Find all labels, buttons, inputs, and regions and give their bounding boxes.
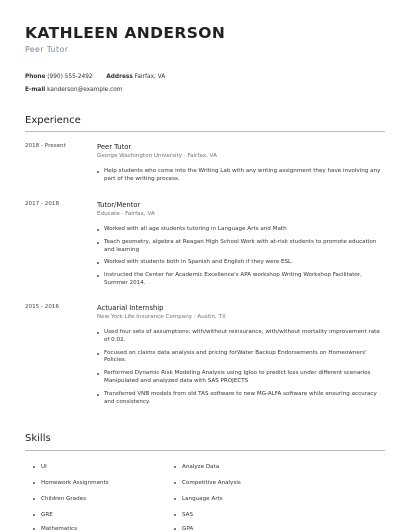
job-bullet: Help students who come into the Writing Lab with any writing assignment they have involving any part of the writing process. (97, 168, 385, 184)
contact-row-phone-address (25, 74, 165, 80)
job-title: Tutor/Mentor (97, 201, 141, 209)
job-organization: New York Life Insurance Company · Austin, TX (97, 314, 226, 320)
skills-heading: Skills (25, 433, 51, 444)
job-bullet: Used four sets of assumptions; with/without reinsurance, with/without mortality improvement rate of 0.02. (97, 329, 385, 345)
job-title: Actuarial Internship (97, 304, 164, 312)
job-bullet: Teach geometry, algebra at Reagan High School Work with at-risk students to promote education and learning (97, 239, 385, 255)
job-bullet: Worked with students both in Spanish and English if they were ESL. (97, 259, 385, 267)
job-bullets (97, 168, 385, 184)
job-bullet: Worked with all age students tutoring in Language Arts and Math (97, 226, 385, 234)
job-title: Peer Tutor (97, 143, 132, 151)
job-dates: 2017 - 2018 (25, 201, 60, 207)
contact-row-email (25, 87, 122, 93)
job-bullet: Performed Dynamic Risk Modeling Analysis using Igloo to predict loss under different scenarios Manipulated and analyzed data with SAS PROJECTS (97, 370, 385, 386)
candidate-role: Peer Tutor (25, 45, 69, 54)
email-label: E-mail (25, 87, 46, 93)
job-organization: George Washington University · Fairfax, VA (97, 153, 217, 159)
phone-value: (990) 555-2492 (47, 74, 93, 80)
job-bullet: Instructed the Center for Academic Excellence's APA workshop Writing Workshop Facilitator, Summer 2014. (97, 272, 385, 288)
job-bullet: Focused on claims data analysis and pricing forWater Backup Endorsements on Homeowners' Policies. (97, 350, 385, 366)
address-value: Fairfax, VA (134, 74, 166, 80)
resume-page: KATHLEEN ANDERSON Peer Tutor Phone (990) 555-2492 Address Fairfax, VA E-mail kanderson@example.com Experience 2018 - Present Peer Tutor George Washington University · Fairfax, VA Help students who come into the Writing Lab with any writing assignment they have involving any part of the writing process. 2017 - 2018 Tutor/Mentor Educate · Fairfax, VA Worked with all age students tutoring in Language Arts and Math Teach geometry, algebra at Reagan High School Work with at-risk students to promote education and learning Worked with students both in Spanish and English if they were ESL. Instructed the Center for Academic Excellence's APA workshop Writing Workshop Facilitator, Summer 2014. 2015 - 2016 Actuarial Internship New York Life Insurance Company · Austin, TX Used four sets of assumptions; with/without reinsurance, with/without mortality improvement rate of 0.02. Focused on claims data analysis and pricing forWater Backup Endorsements on Homeowners' Policies. Performed Dynamic Risk Modeling Analysis using Igloo to predict loss under different scenarios Manipulated and analyzed data with SAS PROJECTS Transferred VNB models from old TAS software to new MG-ALFA software while ensuring accuracy and consistency. Skills UI Homework Assignments Children Grades GRE Mathematics Analyze Data Competitive Analysis Language Arts SAS GPA (0, 0, 410, 530)
job-organization: Educate · Fairfax, VA (97, 211, 155, 217)
candidate-name: KATHLEEN ANDERSON (25, 24, 226, 42)
job-dates: 2018 - Present (25, 143, 66, 149)
email-value[interactable]: kanderson@example.com (47, 87, 123, 93)
job-bullets (97, 329, 385, 406)
address-label: Address (106, 74, 133, 80)
job-bullet: Transferred VNB models from old TAS software to new MG-ALFA software while ensuring accuracy and consistency. (97, 391, 385, 407)
experience-divider (25, 131, 385, 132)
job-dates: 2015 - 2016 (25, 304, 60, 310)
skills-divider (25, 450, 385, 451)
phone-label: Phone (25, 74, 46, 80)
experience-heading: Experience (25, 115, 81, 126)
job-bullets (97, 226, 385, 288)
